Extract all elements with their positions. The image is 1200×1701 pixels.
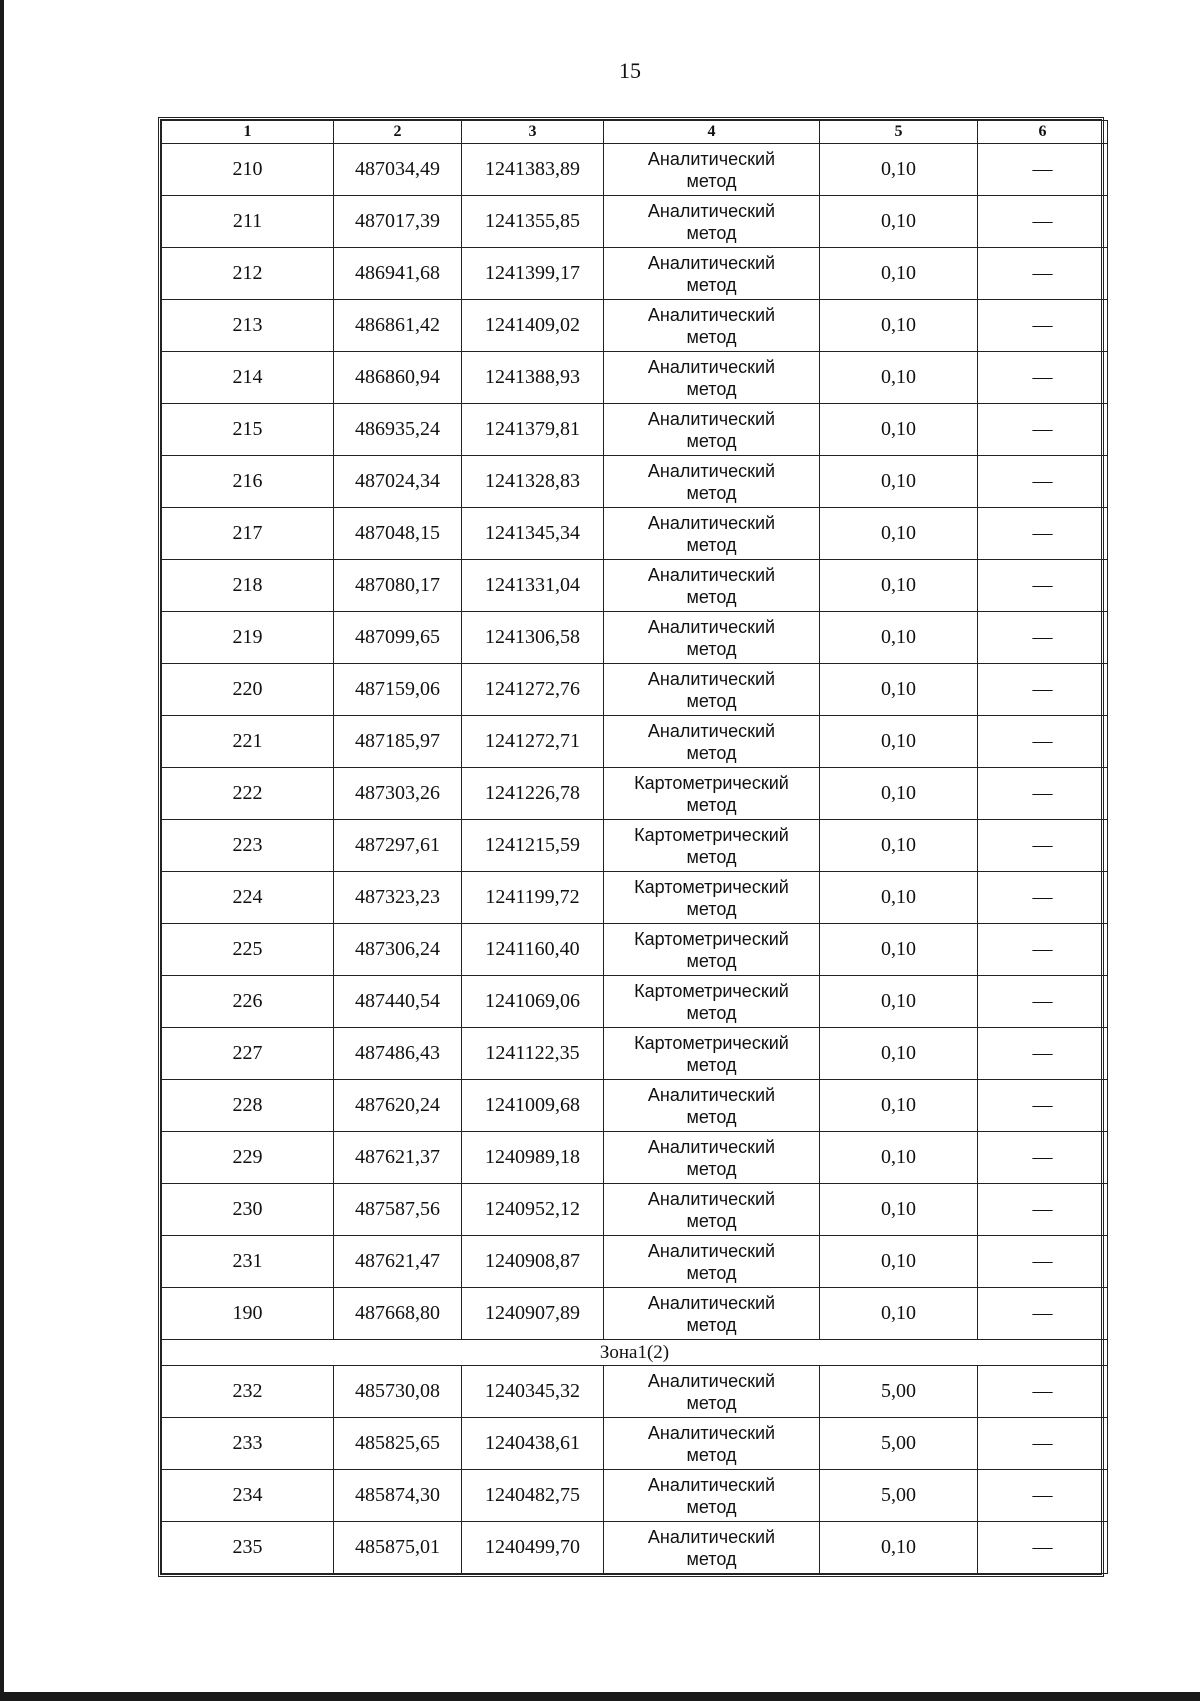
y-coordinate-cell: 1241199,72: [462, 872, 604, 924]
x-coordinate-cell: 487587,56: [334, 1184, 462, 1236]
point-number-cell: 216: [162, 456, 334, 508]
table-row: [162, 1522, 1108, 1574]
x-coordinate-cell: 485825,65: [334, 1418, 462, 1470]
accuracy-cell: 0,10: [820, 508, 978, 560]
table-row: [162, 1470, 1108, 1522]
description-cell: —: [978, 1470, 1108, 1522]
table-row: [162, 612, 1108, 664]
y-coordinate-cell: 1241355,85: [462, 196, 604, 248]
x-coordinate-cell: 487323,23: [334, 872, 462, 924]
table-row: [162, 768, 1108, 820]
y-coordinate-cell: 1241272,76: [462, 664, 604, 716]
method-cell: [604, 456, 820, 508]
method-cell: [604, 1470, 820, 1522]
method-cell: [604, 1288, 820, 1340]
y-coordinate-cell: 1240482,75: [462, 1470, 604, 1522]
x-coordinate-cell: 487099,65: [334, 612, 462, 664]
description-cell: —: [978, 976, 1108, 1028]
method-text-line: метод: [686, 1496, 737, 1517]
coordinates-table: [158, 117, 1104, 1577]
y-coordinate-cell: 1241069,06: [462, 976, 604, 1028]
scan-edge-left: [0, 0, 4, 1701]
point-number-cell: 227: [162, 1028, 334, 1080]
method-cell: [604, 716, 820, 768]
method-text-line: метод: [686, 1262, 737, 1283]
method-text-line: метод: [686, 846, 737, 867]
y-coordinate-cell: 1241409,02: [462, 300, 604, 352]
y-coordinate-cell: 1241345,34: [462, 508, 604, 560]
method-cell: [604, 820, 820, 872]
y-coordinate-cell: 1241272,71: [462, 716, 604, 768]
x-coordinate-cell: 485874,30: [334, 1470, 462, 1522]
table-row: [162, 1418, 1108, 1470]
point-number-cell: 213: [162, 300, 334, 352]
table-row: [162, 820, 1108, 872]
method-text-line: метод: [686, 1314, 737, 1335]
method-text-line: Аналитический: [647, 1240, 776, 1261]
accuracy-cell: 5,00: [820, 1470, 978, 1522]
accuracy-cell: 0,10: [820, 1522, 978, 1574]
description-cell: —: [978, 248, 1108, 300]
description-cell: —: [978, 144, 1108, 196]
method-text-line: Аналитический: [647, 408, 776, 429]
table-row: [162, 560, 1108, 612]
x-coordinate-cell: 487080,17: [334, 560, 462, 612]
method-text-line: метод: [686, 1392, 737, 1413]
y-coordinate-cell: 1241328,83: [462, 456, 604, 508]
table-row: [162, 456, 1108, 508]
x-coordinate-cell: 487024,34: [334, 456, 462, 508]
method-text-line: метод: [686, 1002, 737, 1023]
method-cell: [604, 404, 820, 456]
header-cell: 2: [334, 121, 462, 144]
accuracy-cell: 0,10: [820, 872, 978, 924]
y-coordinate-cell: 1241226,78: [462, 768, 604, 820]
method-text-line: Аналитический: [647, 1370, 776, 1391]
y-coordinate-cell: 1241388,93: [462, 352, 604, 404]
method-text-line: метод: [686, 794, 737, 815]
table-row: [162, 716, 1108, 768]
point-number-cell: 215: [162, 404, 334, 456]
table-row: [162, 976, 1108, 1028]
method-cell: [604, 1236, 820, 1288]
point-number-cell: 219: [162, 612, 334, 664]
point-number-cell: 221: [162, 716, 334, 768]
accuracy-cell: 0,10: [820, 820, 978, 872]
point-number-cell: 212: [162, 248, 334, 300]
method-text-line: Аналитический: [647, 616, 776, 637]
method-text-line: Аналитический: [647, 1188, 776, 1209]
method-text-line: метод: [686, 534, 737, 555]
x-coordinate-cell: 486941,68: [334, 248, 462, 300]
method-text-line: Картометрический: [634, 980, 789, 1001]
method-cell: [604, 976, 820, 1028]
method-text-line: Аналитический: [647, 564, 776, 585]
method-text-line: Картометрический: [634, 1032, 789, 1053]
x-coordinate-cell: 487034,49: [334, 144, 462, 196]
table-row: [162, 1080, 1108, 1132]
description-cell: —: [978, 352, 1108, 404]
method-cell: [604, 352, 820, 404]
method-text-line: метод: [686, 378, 737, 399]
accuracy-cell: 0,10: [820, 612, 978, 664]
accuracy-cell: 5,00: [820, 1366, 978, 1418]
header-cell: 6: [978, 121, 1108, 144]
method-text-line: Аналитический: [647, 356, 776, 377]
table-row: [162, 1132, 1108, 1184]
y-coordinate-cell: 1241122,35: [462, 1028, 604, 1080]
point-number-cell: 190: [162, 1288, 334, 1340]
x-coordinate-cell: 487303,26: [334, 768, 462, 820]
description-cell: —: [978, 560, 1108, 612]
table-row: [162, 508, 1108, 560]
description-cell: —: [978, 716, 1108, 768]
accuracy-cell: 0,10: [820, 664, 978, 716]
accuracy-cell: 5,00: [820, 1418, 978, 1470]
x-coordinate-cell: 487486,43: [334, 1028, 462, 1080]
zone-row: [162, 1340, 1108, 1366]
method-text-line: Аналитический: [647, 1474, 776, 1495]
method-text-line: метод: [686, 326, 737, 347]
table-row: [162, 1288, 1108, 1340]
x-coordinate-cell: 487048,15: [334, 508, 462, 560]
method-cell: [604, 664, 820, 716]
method-text-line: метод: [686, 222, 737, 243]
method-text-line: Аналитический: [647, 252, 776, 273]
table-row: [162, 1028, 1108, 1080]
accuracy-cell: 0,10: [820, 404, 978, 456]
point-number-cell: 217: [162, 508, 334, 560]
x-coordinate-cell: 486860,94: [334, 352, 462, 404]
method-cell: [604, 1080, 820, 1132]
method-cell: [604, 1028, 820, 1080]
method-text-line: метод: [686, 1158, 737, 1179]
method-cell: [604, 612, 820, 664]
x-coordinate-cell: 487017,39: [334, 196, 462, 248]
description-cell: —: [978, 508, 1108, 560]
accuracy-cell: 0,10: [820, 456, 978, 508]
y-coordinate-cell: 1241306,58: [462, 612, 604, 664]
point-number-cell: 228: [162, 1080, 334, 1132]
y-coordinate-cell: 1241399,17: [462, 248, 604, 300]
scan-edge-bottom: [0, 1692, 1200, 1701]
point-number-cell: 231: [162, 1236, 334, 1288]
method-text-line: Аналитический: [647, 512, 776, 533]
method-text-line: метод: [686, 638, 737, 659]
accuracy-cell: 0,10: [820, 300, 978, 352]
point-number-cell: 233: [162, 1418, 334, 1470]
accuracy-cell: 0,10: [820, 1028, 978, 1080]
method-cell: [604, 1522, 820, 1574]
header-cell: 5: [820, 121, 978, 144]
description-cell: —: [978, 820, 1108, 872]
x-coordinate-cell: 487620,24: [334, 1080, 462, 1132]
method-cell: [604, 144, 820, 196]
x-coordinate-cell: 485730,08: [334, 1366, 462, 1418]
point-number-cell: 226: [162, 976, 334, 1028]
accuracy-cell: 0,10: [820, 248, 978, 300]
accuracy-cell: 0,10: [820, 1236, 978, 1288]
x-coordinate-cell: 486861,42: [334, 300, 462, 352]
y-coordinate-cell: 1240907,89: [462, 1288, 604, 1340]
method-text-line: Аналитический: [647, 200, 776, 221]
method-text-line: метод: [686, 898, 737, 919]
accuracy-cell: 0,10: [820, 768, 978, 820]
table-row: [162, 300, 1108, 352]
method-text-line: Картометрический: [634, 876, 789, 897]
point-number-cell: 230: [162, 1184, 334, 1236]
point-number-cell: 223: [162, 820, 334, 872]
accuracy-cell: 0,10: [820, 144, 978, 196]
method-cell: [604, 768, 820, 820]
description-cell: —: [978, 1184, 1108, 1236]
method-text-line: Аналитический: [647, 1422, 776, 1443]
accuracy-cell: 0,10: [820, 560, 978, 612]
method-cell: [604, 560, 820, 612]
description-cell: —: [978, 1236, 1108, 1288]
method-text-line: метод: [686, 274, 737, 295]
method-text-line: Аналитический: [647, 1292, 776, 1313]
description-cell: —: [978, 404, 1108, 456]
point-number-cell: 220: [162, 664, 334, 716]
method-cell: [604, 1418, 820, 1470]
method-cell: [604, 1132, 820, 1184]
description-cell: —: [978, 196, 1108, 248]
x-coordinate-cell: 487306,24: [334, 924, 462, 976]
x-coordinate-cell: 486935,24: [334, 404, 462, 456]
table-row: [162, 872, 1108, 924]
page-number: 15: [619, 58, 641, 83]
description-cell: —: [978, 300, 1108, 352]
method-text-line: метод: [686, 1054, 737, 1075]
method-text-line: Аналитический: [647, 720, 776, 741]
accuracy-cell: 0,10: [820, 716, 978, 768]
point-number-cell: 218: [162, 560, 334, 612]
table-row: [162, 1236, 1108, 1288]
point-number-cell: 214: [162, 352, 334, 404]
table-row: [162, 664, 1108, 716]
description-cell: —: [978, 456, 1108, 508]
point-number-cell: 229: [162, 1132, 334, 1184]
method-text-line: метод: [686, 690, 737, 711]
point-number-cell: 232: [162, 1366, 334, 1418]
y-coordinate-cell: 1240499,70: [462, 1522, 604, 1574]
method-text-line: Картометрический: [634, 772, 789, 793]
y-coordinate-cell: 1241331,04: [462, 560, 604, 612]
method-text-line: Аналитический: [647, 460, 776, 481]
description-cell: —: [978, 924, 1108, 976]
method-text-line: метод: [686, 482, 737, 503]
description-cell: —: [978, 872, 1108, 924]
y-coordinate-cell: 1241009,68: [462, 1080, 604, 1132]
accuracy-cell: 0,10: [820, 1288, 978, 1340]
method-text-line: метод: [686, 950, 737, 971]
y-coordinate-cell: 1240952,12: [462, 1184, 604, 1236]
y-coordinate-cell: 1240908,87: [462, 1236, 604, 1288]
method-cell: [604, 196, 820, 248]
description-cell: —: [978, 1132, 1108, 1184]
method-cell: [604, 1366, 820, 1418]
point-number-cell: 211: [162, 196, 334, 248]
accuracy-cell: 0,10: [820, 924, 978, 976]
point-number-cell: 234: [162, 1470, 334, 1522]
x-coordinate-cell: 487159,06: [334, 664, 462, 716]
point-number-cell: 224: [162, 872, 334, 924]
point-number-cell: 222: [162, 768, 334, 820]
accuracy-cell: 0,10: [820, 352, 978, 404]
zone-label: Зона1(2): [162, 1340, 1108, 1366]
y-coordinate-cell: 1241379,81: [462, 404, 604, 456]
y-coordinate-cell: 1241215,59: [462, 820, 604, 872]
point-number-cell: 210: [162, 144, 334, 196]
x-coordinate-cell: 487668,80: [334, 1288, 462, 1340]
method-text-line: Аналитический: [647, 1526, 776, 1547]
header-cell: 4: [604, 121, 820, 144]
description-cell: —: [978, 664, 1108, 716]
method-cell: [604, 1184, 820, 1236]
table-row: [162, 352, 1108, 404]
table-header-row: [162, 121, 1108, 144]
method-text-line: метод: [686, 1106, 737, 1127]
description-cell: —: [978, 1366, 1108, 1418]
method-text-line: метод: [686, 1548, 737, 1569]
table-row: [162, 404, 1108, 456]
method-text-line: метод: [686, 170, 737, 191]
accuracy-cell: 0,10: [820, 1132, 978, 1184]
method-cell: [604, 924, 820, 976]
accuracy-cell: 0,10: [820, 1080, 978, 1132]
description-cell: —: [978, 1418, 1108, 1470]
method-text-line: метод: [686, 430, 737, 451]
accuracy-cell: 0,10: [820, 976, 978, 1028]
table-row: [162, 248, 1108, 300]
table-row: [162, 1366, 1108, 1418]
point-number-cell: 225: [162, 924, 334, 976]
method-cell: [604, 872, 820, 924]
x-coordinate-cell: 487621,47: [334, 1236, 462, 1288]
description-cell: —: [978, 1080, 1108, 1132]
accuracy-cell: 0,10: [820, 1184, 978, 1236]
y-coordinate-cell: 1241383,89: [462, 144, 604, 196]
description-cell: —: [978, 1028, 1108, 1080]
method-text-line: Картометрический: [634, 928, 789, 949]
description-cell: —: [978, 612, 1108, 664]
x-coordinate-cell: 487297,61: [334, 820, 462, 872]
method-text-line: метод: [686, 1444, 737, 1465]
method-text-line: метод: [686, 586, 737, 607]
y-coordinate-cell: 1240438,61: [462, 1418, 604, 1470]
x-coordinate-cell: 485875,01: [334, 1522, 462, 1574]
description-cell: —: [978, 768, 1108, 820]
x-coordinate-cell: 487621,37: [334, 1132, 462, 1184]
x-coordinate-cell: 487185,97: [334, 716, 462, 768]
table-row: [162, 196, 1108, 248]
method-text-line: Аналитический: [647, 1084, 776, 1105]
table-row: [162, 1184, 1108, 1236]
method-text-line: Аналитический: [647, 148, 776, 169]
method-cell: [604, 508, 820, 560]
header-cell: 3: [462, 121, 604, 144]
description-cell: —: [978, 1288, 1108, 1340]
point-number-cell: 235: [162, 1522, 334, 1574]
method-text-line: Аналитический: [647, 1136, 776, 1157]
method-text-line: Аналитический: [647, 668, 776, 689]
description-cell: —: [978, 1522, 1108, 1574]
method-text-line: метод: [686, 742, 737, 763]
method-text-line: Аналитический: [647, 304, 776, 325]
table-row: [162, 144, 1108, 196]
y-coordinate-cell: 1241160,40: [462, 924, 604, 976]
y-coordinate-cell: 1240345,32: [462, 1366, 604, 1418]
y-coordinate-cell: 1240989,18: [462, 1132, 604, 1184]
accuracy-cell: 0,10: [820, 196, 978, 248]
table-row: [162, 924, 1108, 976]
method-text-line: Картометрический: [634, 824, 789, 845]
method-text-line: метод: [686, 1210, 737, 1231]
header-cell: 1: [162, 121, 334, 144]
x-coordinate-cell: 487440,54: [334, 976, 462, 1028]
method-cell: [604, 248, 820, 300]
method-cell: [604, 300, 820, 352]
